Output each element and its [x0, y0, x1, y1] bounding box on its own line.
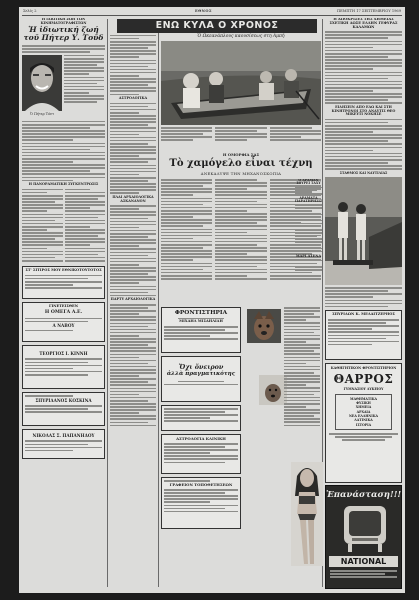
- portrait-side-text: [64, 55, 104, 105]
- side-short-2: ΔΡΑΜΑΤΑ ΠΑΡΑΤΗΡΗΣΙΣ: [295, 195, 322, 203]
- listings-column: [110, 29, 156, 589]
- side-short-3: ΜΑΡΙ ΑΤΕΝΑ: [295, 254, 322, 259]
- ad-box-2: [22, 302, 105, 342]
- right-small-heading: ΣΤΑΘΜΟΣ ΚΑΙ ΝΑΥΤΙΛΙΑΣ: [339, 170, 388, 175]
- astrology-ad: [161, 434, 241, 474]
- frontistiria-ad: [161, 307, 241, 353]
- left-intro-text: [22, 45, 105, 53]
- listings-section-2: ΑΣΤΡΟΛΟΓΙΚΑ: [118, 96, 148, 101]
- center-ads-column: [161, 307, 241, 590]
- ad-box-6: [22, 429, 105, 459]
- right-top-heading: Η ΑΠΟΚΡΙΣΕΣ ΤΗΣ ΧΗΜΕΙΑΣ ΣΧΕΤΙΚΗ ΔΩΣΕ ΕΛΛΗΝ ΓΕΦΥΡΑΣ ΚΑΛΑΜΩΝ: [329, 18, 398, 29]
- tharros-name: ΘΑΡΡΟΣ: [333, 371, 394, 386]
- right-ad-box-1-title: ΣΠΥΡΙΔΩΝ Κ. ΜΕΛΑΙΤΖΕΡΗΟΣ: [332, 312, 395, 317]
- right-ad-box-1: [325, 310, 402, 360]
- banner-subtitle: Ὁ Ωκεανάπλους καουσίσεως στη Αμπή: [197, 34, 285, 39]
- tharros-top: ΚΑΘΗΓΗΤΙΚΟΝ ΦΡΟΝΤΙΣΤΗΡΙΟΝ: [330, 366, 397, 371]
- tharros-subject-item: ΑΡΧΑΙΑ: [356, 409, 371, 414]
- office-ad: [161, 477, 241, 529]
- frontistiria-subtitle: ΜΙΧΑΗΛ ΜΙΣΑΗΛΙΔΗ: [179, 319, 223, 324]
- tharros-subtitle: ΓΥΜΝΑΣΙΟΥ ΛΥΚΕΙΟΥ: [343, 386, 384, 391]
- ad-box-5-title: ΣΠΥΡΙΔΑΝΟΣ ΚΟΣΚΙΝΑ: [35, 397, 92, 403]
- listings-section-3: ΠΛΑΙ ΑΡΧΑΙΟΛΟΓΙΚΑ ΑΣΚΑΝΑΝΟΝ: [112, 195, 154, 203]
- side-short-1: Ο ΔΡΑΜΑΝ ΣΟΥΡΕΙ ΤΑΧΥ: [296, 179, 321, 186]
- column-rule: [158, 19, 159, 587]
- tharros-subject-list: [335, 394, 392, 430]
- left-kicker: Η ΙΔΙΩΤΙΚΗ ΖΩΗ ΤΩΝ ΚΙΝΗΜΑΤΟΓΡΑΦΙΣΤΩΝ: [40, 18, 87, 25]
- page-label: Σελίς 2: [23, 9, 37, 13]
- left-headline: Ἡ ἰδιωτική ζωή τοῦ Πήτερ Υ. Τοῦδ: [23, 25, 104, 43]
- dog-photo: [247, 309, 281, 343]
- program-header: Η ΠΑΝΟΡΑΜΑΤΙΚΗ ΣΥΓΚΕΝΤΡΩΣΙΣ: [28, 182, 99, 187]
- listings-section-4: ΠΑΡΤΥ ΑΡΧΑΙΟΛΟΓΙΚΑ: [110, 297, 156, 302]
- boat-photo: [161, 41, 321, 125]
- program-listing: [22, 189, 105, 263]
- banner-title: ΕΝΩ ΚΥΛΑ Ο ΧΡΟΝΟΣ: [117, 19, 317, 33]
- national-brand: NATIONAL: [329, 556, 398, 567]
- right-mid-heading: ΕΙΔΗΣΕΙΝ ΑΠΟ ΕΔΩ ΚΑΙ ΣΤΗ ΚΙΝΗΤΡΟΝΟΙ ΣΤΟ ΑΝΑΥΤΙΣ ΘΕΟ ΜΙΚΕΥΤΙ ΝΟΚΗΣΕ: [331, 105, 396, 117]
- ad-box-2-title: ΓΙΝΕΤΕΙΣΘΕΝ: [48, 304, 79, 309]
- puppy-photo: [259, 375, 287, 405]
- masthead: ΕΘΝΟΣ: [195, 9, 212, 13]
- woman-photo: [291, 462, 323, 566]
- guards-photo: [325, 177, 402, 285]
- portrait-caption: Ὁ Πήτερ Τόντ: [30, 111, 54, 116]
- center-right-text: [284, 307, 320, 457]
- ad-box-5: [22, 392, 105, 426]
- dream-line-2: ἀλλὰ πραγματικότης: [166, 370, 236, 377]
- frontistiria-title: ΦΡΟΝΤΙΣΤΗΡΙΑ: [174, 310, 228, 316]
- newspaper-page: [19, 7, 405, 593]
- ad-box-3-name: Α ΝΑΒΟΥ: [52, 323, 75, 329]
- ad-box-4-title: ΤΕΟΡΓΙΟΣ Ι. ΚΙΝΝΗ: [39, 351, 88, 357]
- feature-subhead: ΑΝΕΚΑΛΥΨΕ ΤΗΝ ΜΗΧΑΝΟΣΚΟΠΙΑ: [200, 171, 282, 176]
- tharros-ad: [325, 363, 402, 483]
- tharros-subject-item: ΧΗΜΕΙΑ: [355, 405, 372, 410]
- tharros-subject-item: ΛΑΤΙΝΙΚΑ: [354, 418, 373, 423]
- left-column: [22, 18, 105, 590]
- astrology-title: ΑΣΤΡΟΛΟΓΙΑ ΚΛΙΝΙΚΗ: [176, 436, 226, 441]
- office-title: ΓΡΑΦΕΙΟΝ ΤΟΠΟΘΕΤΗΣΕΩΝ: [169, 482, 233, 488]
- portrait-photo: [22, 55, 62, 111]
- top-rule: [22, 15, 402, 16]
- ad-box-1: [22, 266, 105, 299]
- national-ad: [325, 485, 402, 589]
- ad-box-4: [22, 345, 105, 389]
- tharros-subject-item: ΙΣΤΟΡΙΑ: [355, 422, 372, 427]
- national-script: Ἐπανάσταση!!!: [326, 490, 402, 500]
- tharros-subject-item: ΜΑΘΗΜΑΤΙΚΑ: [350, 396, 377, 401]
- ad-box-6-title: ΝΙΚΟΛΑΣ Σ. ΠΑΠΑΝΗΔΟΥ: [32, 433, 95, 439]
- feature-headline: Τὸ χαμόγελο εἶναι τέχνη: [169, 158, 313, 169]
- feature-side-text: [295, 179, 322, 307]
- tharros-subject-item: ΦΥΣΙΚΗ: [356, 401, 371, 406]
- feature-kicker: Η ΟΜΟΡΦΙΑ ΣΑΣ: [222, 152, 260, 157]
- ad-box-2-name: Η ΟΜΕΓΑ Α.Ε.: [44, 309, 83, 315]
- ad-box-1-title: ΣΤ' ΣΙΤΙΡΟΣ ΜΟΥ ΕΘΝΙΚΟΤΟΥΤΟΤΟΣ: [25, 268, 102, 273]
- small-notice: [161, 405, 241, 431]
- dream-line-1: Ὄχι ὄνειρον: [178, 363, 224, 371]
- page-date: ΠΕΜΠΤΗ 17 ΣΕΠΤΕΜΒΡΙΟΥ 1969: [336, 9, 401, 13]
- dream-ad: [161, 356, 241, 402]
- guards-caption-text: [325, 287, 402, 307]
- boat-caption-text: [161, 127, 321, 155]
- tharros-subject-item: ΝΕΑ ΕΛΛΗΝΙΚΑ: [349, 414, 378, 419]
- left-body-text: [22, 121, 105, 181]
- column-rule: [107, 19, 108, 587]
- tv-set-icon: [326, 500, 402, 554]
